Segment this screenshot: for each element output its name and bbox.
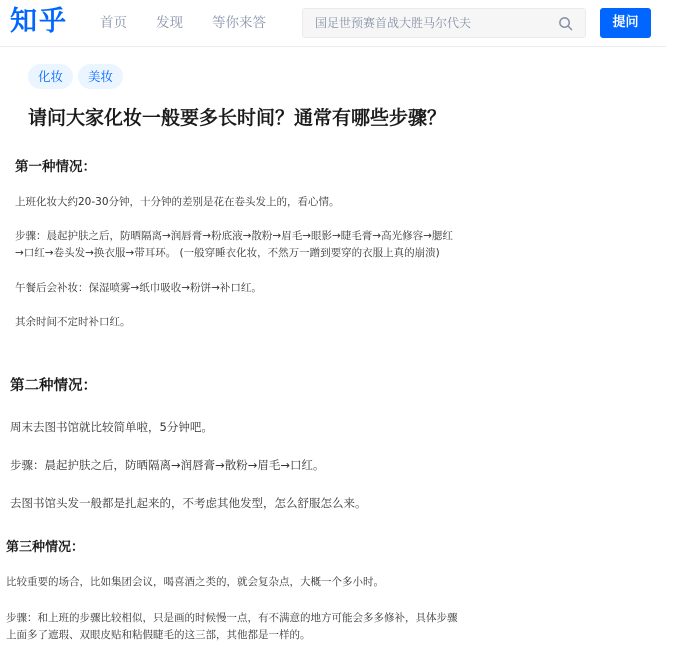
ask-question-button[interactable]: 提问: [600, 8, 651, 38]
case3-steps-line1: 步骤：和上班的步骤比较相似，只是画的时候慢一点，有不满意的地方可能会多多修补，具体步骤: [6, 612, 458, 624]
question-title: 请问大家化妆一般要多长时间？通常有哪些步骤？: [28, 107, 447, 129]
case1-other: 其余时间不定时补口红。: [15, 316, 131, 328]
case1-heading: 第一种情况：: [15, 159, 96, 175]
case1-steps-line2: →口红→卷头发→换衣服→带耳环。 (一般穿睡衣化妆，不然万一蹭到要穿的衣服上真的崩溃): [15, 247, 440, 259]
case1-steps-line1: 步骤：晨起护肤之后，防晒隔离→润唇膏→粉底液→散粉→眉毛→眼影→睫毛膏→高光修容→腮红: [15, 230, 453, 242]
case2-heading: 第二种情况：: [10, 378, 97, 394]
case1-paragraph: 上班化妆大约20-30分钟，十分钟的差别是花在卷头发上的，看心情。: [15, 196, 340, 208]
nav-discover[interactable]: 发现: [156, 15, 183, 31]
case2-steps: 步骤：晨起护肤之后，防晒隔离→润唇膏→散粉→眉毛→口红。: [10, 458, 325, 472]
search-box[interactable]: [302, 8, 586, 38]
case2-paragraph: 周末去图书馆就比较简单啦，5分钟吧。: [10, 420, 213, 434]
top-header: [0, 0, 666, 47]
zhihu-logo[interactable]: 知乎: [10, 6, 68, 37]
case2-hair: 去图书馆头发一般都是扎起来的，不考虑其他发型，怎么舒服怎么来。: [10, 496, 367, 510]
case3-steps-line2: 上面多了遮瑕、双眼皮贴和粘假睫毛的这三部，其他都是一样的。: [6, 629, 311, 641]
search-icon[interactable]: [558, 16, 573, 31]
case3-paragraph: 比较重要的场合，比如集团会议，喝喜酒之类的，就会复杂点，大概一个多小时。: [6, 576, 384, 588]
search-input[interactable]: [315, 16, 555, 30]
nav-waiting-answer[interactable]: 等你来答: [212, 15, 266, 31]
topic-tag-beauty[interactable]: 美妆: [78, 64, 123, 89]
nav-home[interactable]: 首页: [100, 15, 127, 31]
topic-tag-makeup[interactable]: 化妆: [28, 64, 73, 89]
case1-touchup: 午餐后会补妆：保湿喷雾→纸巾吸收→粉饼→补口红。: [15, 282, 262, 294]
case3-heading: 第三种情况：: [6, 540, 85, 555]
